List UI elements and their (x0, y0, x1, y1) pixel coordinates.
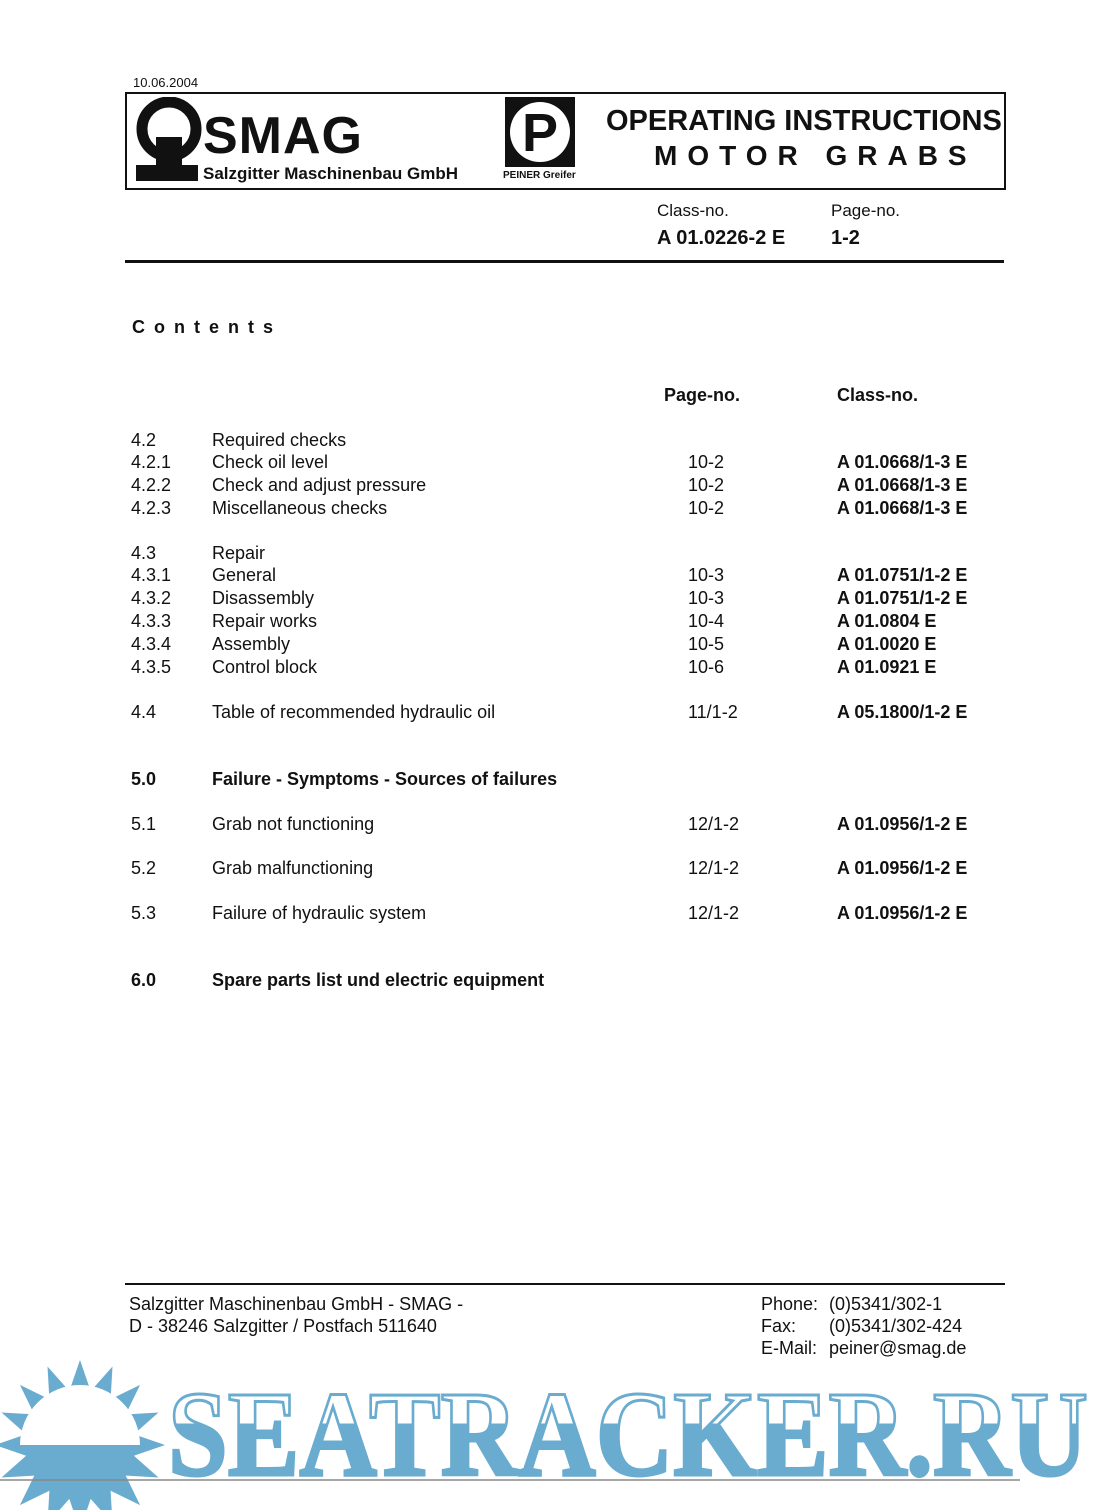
watermark-text: SEATRACKER.RU (168, 1367, 1088, 1502)
section-title: Failure - Symptoms - Sources of failures (212, 769, 558, 789)
page-number: 12/1-2 (688, 858, 740, 878)
document-date: 10.06.2004 (133, 75, 199, 90)
section-number: 4.3.2 (131, 588, 172, 608)
company-name: Salzgitter Maschinenbau GmbH (203, 164, 459, 183)
section-title: Assembly (212, 634, 291, 654)
page-number: 10-5 (688, 634, 725, 654)
section-number: 4.3.3 (131, 611, 172, 631)
peiner-label: PEINER Greifer (503, 170, 576, 181)
section-title: Grab not functioning (212, 814, 375, 834)
class-number: A 01.0804 E (837, 611, 937, 631)
class-no-value: A 01.0226-2 E (657, 227, 786, 249)
peiner-logo-icon: P (505, 97, 575, 167)
section-number: 5.2 (131, 858, 157, 878)
section-title: Repair works (212, 611, 318, 631)
email-value: peiner@smag.de (829, 1338, 967, 1358)
page-number: 12/1-2 (688, 903, 740, 923)
class-number: A 01.0668/1-3 E (837, 452, 968, 472)
contents-row (0, 813, 1106, 835)
footer-address-line1: Salzgitter Maschinenbau GmbH - SMAG - (129, 1294, 464, 1314)
contents-row (0, 768, 1106, 790)
column-header-page: Page-no. (664, 385, 741, 405)
page-number: 12/1-2 (688, 814, 740, 834)
page-no-label: Page-no. (831, 201, 900, 220)
contents-row (0, 451, 1106, 473)
class-number: A 01.0020 E (837, 634, 937, 654)
header-divider (125, 260, 1004, 263)
contents-row (0, 564, 1106, 586)
section-title: General (212, 565, 277, 585)
section-title: Check and adjust pressure (212, 475, 427, 495)
section-title: Miscellaneous checks (212, 498, 388, 518)
class-number: A 01.0956/1-2 E (837, 814, 968, 834)
class-number: A 01.0751/1-2 E (837, 588, 968, 608)
section-number: 5.1 (131, 814, 157, 834)
section-number: 4.3 (131, 543, 157, 563)
page-number: 11/1-2 (688, 702, 738, 722)
section-title: Failure of hydraulic system (212, 903, 427, 923)
page-number: 10-4 (688, 611, 725, 631)
class-no-label: Class-no. (657, 201, 729, 220)
page-number: 10-2 (688, 475, 725, 495)
page-number: 10-3 (688, 565, 725, 585)
contents-row (0, 587, 1106, 609)
section-number: 5.3 (131, 903, 157, 923)
class-number: A 01.0668/1-3 E (837, 498, 968, 518)
document-subtitle: MOTOR GRABS (654, 140, 977, 171)
section-title: Disassembly (212, 588, 315, 608)
class-number: A 01.0921 E (837, 657, 937, 677)
section-number: 4.3.5 (131, 657, 172, 677)
contents-row (0, 701, 1106, 723)
email-label: E-Mail: (761, 1338, 818, 1358)
contents-row (0, 610, 1106, 632)
smag-logo-icon (134, 97, 204, 185)
contents-row (0, 857, 1106, 879)
fax-value: (0)5341/302-424 (829, 1316, 963, 1336)
section-title: Spare parts list und electric equipment (212, 970, 545, 990)
contents-row (0, 902, 1106, 924)
page-number: 10-2 (688, 498, 725, 518)
column-header-class: Class-no. (837, 385, 919, 405)
section-number: 4.2.2 (131, 475, 172, 495)
section-title: Repair (212, 543, 266, 563)
class-number: A 01.0668/1-3 E (837, 475, 968, 495)
page-number: 10-6 (688, 657, 725, 677)
section-title: Check oil level (212, 452, 329, 472)
phone-value: (0)5341/302-1 (829, 1294, 943, 1314)
section-number: 4.2.1 (131, 452, 172, 472)
section-number: 4.4 (131, 702, 157, 722)
section-number: 4.3.1 (131, 565, 172, 585)
section-title: Control block (212, 657, 318, 677)
contents-row (0, 656, 1106, 678)
section-title: Required checks (212, 430, 347, 450)
section-number: 6.0 (131, 970, 157, 990)
footer-divider (125, 1283, 1005, 1285)
page-number: 10-2 (688, 452, 725, 472)
section-number: 4.3.4 (131, 634, 172, 654)
class-number: A 01.0956/1-2 E (837, 858, 968, 878)
section-number: 4.2 (131, 430, 157, 450)
contents-row (0, 474, 1106, 496)
phone-label: Phone: (761, 1294, 819, 1314)
section-title: Table of recommended hydraulic oil (212, 702, 496, 722)
contents-row (0, 542, 1106, 564)
contents-row (0, 969, 1106, 991)
smag-logo-text: SMAG (203, 107, 363, 165)
class-number: A 05.1800/1-2 E (837, 702, 968, 722)
page-no-value: 1-2 (831, 227, 860, 249)
class-number: A 01.0751/1-2 E (837, 565, 968, 585)
sun-icon (0, 1360, 165, 1510)
watermark (0, 1345, 1106, 1510)
fax-label: Fax: (761, 1316, 797, 1336)
contents-row (0, 429, 1106, 451)
contents-row (0, 497, 1106, 519)
contents-heading: Contents (132, 317, 282, 337)
contents-row (0, 633, 1106, 655)
page-number: 10-3 (688, 588, 725, 608)
class-number: A 01.0956/1-2 E (837, 903, 968, 923)
section-number: 5.0 (131, 769, 157, 789)
section-title: Grab malfunctioning (212, 858, 374, 878)
section-number: 4.2.3 (131, 498, 172, 518)
document-title: OPERATING INSTRUCTIONS (606, 105, 1002, 137)
footer-address-line2: D - 38246 Salzgitter / Postfach 511640 (129, 1316, 437, 1336)
